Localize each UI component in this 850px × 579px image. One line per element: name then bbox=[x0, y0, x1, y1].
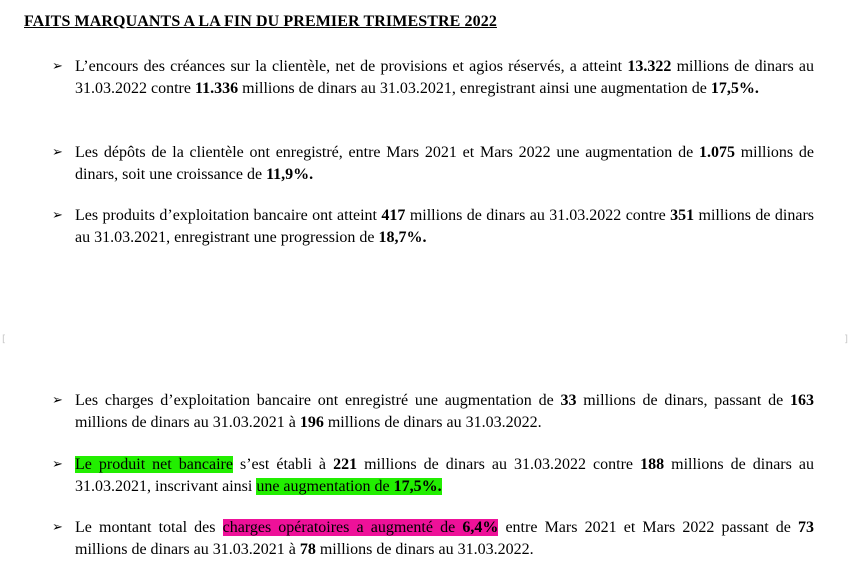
value: 17,5%. bbox=[393, 478, 442, 495]
value: 351 bbox=[670, 207, 695, 224]
highlighted-text: charges opératoires a augmenté de 6,4% bbox=[222, 519, 499, 536]
list-item bbox=[52, 56, 814, 100]
value: 17,5%. bbox=[710, 80, 759, 97]
arrow-bullet-icon: ➢ bbox=[52, 145, 63, 160]
arrow-bullet-icon: ➢ bbox=[52, 208, 63, 223]
list-item bbox=[52, 454, 814, 498]
value: 163 bbox=[790, 392, 814, 409]
arrow-bullet-icon: ➢ bbox=[52, 393, 63, 408]
value: 73 bbox=[798, 519, 815, 536]
highlighted-text: Le produit net bancaire bbox=[75, 456, 233, 473]
value: 188 bbox=[640, 456, 665, 473]
page-edge-mark-right: ] bbox=[844, 334, 848, 345]
value: 221 bbox=[333, 456, 358, 473]
paragraph-text: Le produit net bancaire s’est établi à 221 millions de dinars au 31.03.2022 contre 188 millions de dinars au 31.03.2021, inscrivant ainsi une augmentation de 17,5%. bbox=[75, 456, 814, 495]
list-item bbox=[52, 517, 814, 561]
paragraph-text: Les charges d’exploitation bancaire ont enregistré une augmentation de 33 millions de dinars, passant de 163 millions de dinars au 31.03.2021 à 196 millions de dinars au 31.03.2022. bbox=[75, 392, 814, 431]
paragraph-text: Les produits d’exploitation bancaire ont atteint 417 millions de dinars au 31.03.2022 contre 351 millions de dinars au 31.03.2021, enregistrant une progression de 18,7%. bbox=[75, 207, 815, 246]
value: 18,7%. bbox=[378, 229, 427, 246]
highlighted-text: une augmentation de 17,5%. bbox=[256, 478, 442, 495]
list-item bbox=[52, 142, 814, 186]
paragraph-text: Le montant total des charges opératoires a augmenté de 6,4% entre Mars 2021 et Mars 2022 passant de 73 millions de dinars au 31.03.2021 à 78 millions de dinars au 31.03.2022. bbox=[75, 519, 815, 558]
value: 78 bbox=[299, 541, 316, 558]
value: 6,4% bbox=[462, 519, 499, 536]
page-title: FAITS MARQUANTS A LA FIN DU PREMIER TRIMESTRE 2022 bbox=[24, 13, 497, 30]
value: 417 bbox=[381, 207, 406, 224]
value: 33 bbox=[560, 392, 577, 409]
arrow-bullet-icon: ➢ bbox=[52, 520, 63, 535]
list-item bbox=[52, 390, 814, 434]
value: 11.336 bbox=[194, 80, 239, 97]
value: 1.075 bbox=[698, 144, 735, 161]
value: 13.322 bbox=[627, 58, 672, 75]
paragraph-text: L’encours des créances sur la clientèle, net de provisions et agios réservés, a atteint 13.322 millions de dinars au 31.03.2022 contre 11.336 millions de dinars au 31.03.2021, enregistrant ainsi une augmentation de 17,5%. bbox=[75, 58, 814, 97]
arrow-bullet-icon: ➢ bbox=[52, 59, 63, 74]
arrow-bullet-icon: ➢ bbox=[52, 457, 63, 472]
list-item bbox=[52, 205, 814, 249]
value: 11,9%. bbox=[266, 166, 314, 183]
page-edge-mark-left: [ bbox=[2, 334, 6, 345]
paragraph-text: Les dépôts de la clientèle ont enregistré, entre Mars 2021 et Mars 2022 une augmentation de 1.075 millions de dinars, soit une croissance de 11,9%. bbox=[75, 144, 815, 183]
value: 196 bbox=[299, 414, 324, 431]
